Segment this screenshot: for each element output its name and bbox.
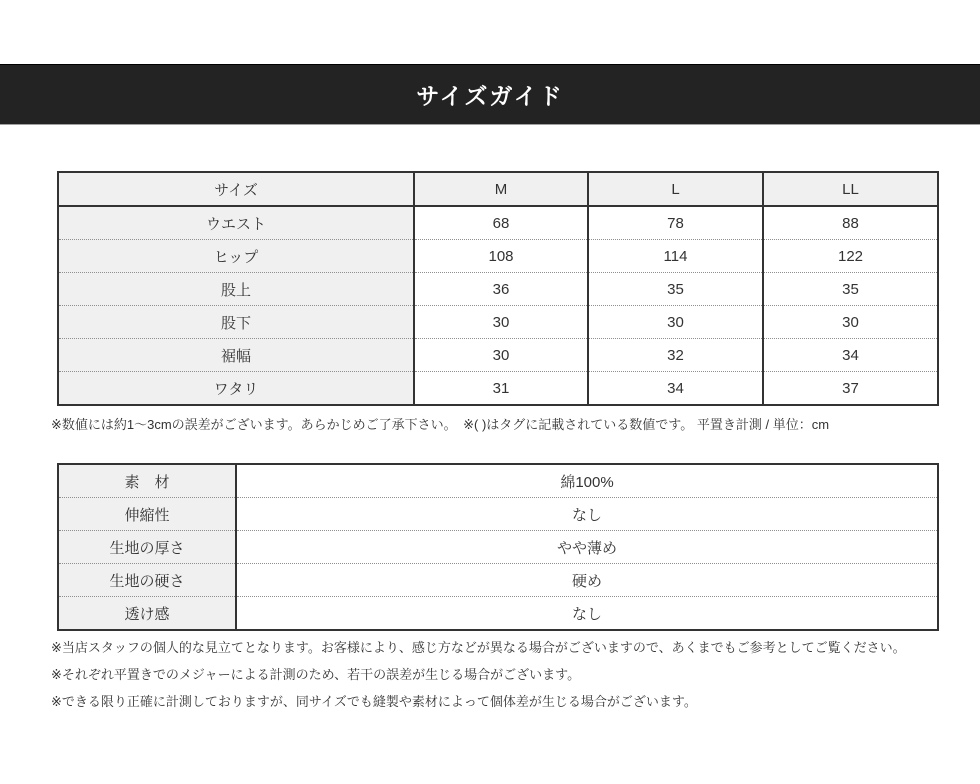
spec-row-value: 硬め	[236, 564, 938, 597]
page-title: サイズガイド	[416, 83, 564, 109]
row-label: 股上	[58, 273, 414, 306]
table-row-hip	[58, 240, 938, 273]
spec-row-value: なし	[236, 498, 938, 531]
cell-value: 68	[414, 206, 588, 240]
spec-row-stretch	[58, 498, 938, 531]
cell-value: 88	[763, 206, 938, 240]
row-label: ウエスト	[58, 206, 414, 240]
table-row-rise	[58, 273, 938, 306]
table-row-hem-width	[58, 339, 938, 372]
table-row-waist	[58, 206, 938, 240]
row-label: ヒップ	[58, 240, 414, 273]
cell-value: 34	[588, 372, 763, 406]
size-column-ll: LL	[763, 172, 938, 206]
table-row-thigh-width	[58, 372, 938, 406]
cell-value: 30	[414, 339, 588, 372]
measurement-note: ※数値には約1〜3cmの誤差がございます。あらかじめご了承下さい。 ※( )はタグに記載されている数値です。 平置き計測 / 単位：cm	[51, 417, 830, 432]
cell-value: 32	[588, 339, 763, 372]
cell-value: 34	[763, 339, 938, 372]
table-row-inseam	[58, 306, 938, 339]
cell-value: 35	[763, 273, 938, 306]
cell-value: 108	[414, 240, 588, 273]
cell-value: 78	[588, 206, 763, 240]
cell-value: 37	[763, 372, 938, 406]
cell-value: 36	[414, 273, 588, 306]
spec-row-sheerness	[58, 597, 938, 631]
spec-row-label: 生地の厚さ	[58, 531, 236, 564]
row-label: ワタリ	[58, 372, 414, 406]
size-guide-header-bar	[0, 64, 980, 125]
spec-row-value: やや薄め	[236, 531, 938, 564]
footer-notes	[51, 640, 937, 710]
row-label: 股下	[58, 306, 414, 339]
cell-value: 114	[588, 240, 763, 273]
cell-value: 30	[763, 306, 938, 339]
spec-table	[57, 463, 939, 631]
footer-note: ※できる限り正確に計測しておりますが、同サイズでも縫製や素材によって個体差が生じる場合がございます。	[51, 694, 697, 709]
cell-value: 35	[588, 273, 763, 306]
spec-row-label: 透け感	[58, 597, 236, 631]
size-table-corner-header: サイズ	[58, 172, 414, 206]
size-table-header-row	[58, 172, 938, 206]
spec-row-value: 綿100%	[236, 464, 938, 498]
spec-row-label: 伸縮性	[58, 498, 236, 531]
spec-row-fabric-thickness	[58, 531, 938, 564]
footer-note: ※それぞれ平置きでのメジャーによる計測のため、若干の誤差が生じる場合がございます。	[51, 667, 581, 682]
spec-row-fabric-stiffness	[58, 564, 938, 597]
spec-row-label: 素 材	[58, 464, 236, 498]
spec-row-material	[58, 464, 938, 498]
spec-row-value: なし	[236, 597, 938, 631]
cell-value: 30	[414, 306, 588, 339]
cell-value: 31	[414, 372, 588, 406]
size-column-l: L	[588, 172, 763, 206]
size-guide-content	[51, 171, 937, 721]
row-label: 裾幅	[58, 339, 414, 372]
footer-note: ※当店スタッフの個人的な見立てとなります。お客様により、感じ方などが異なる場合がございますので、あくまでもご参考としてご覧ください。	[51, 640, 906, 655]
cell-value: 122	[763, 240, 938, 273]
size-column-m: M	[414, 172, 588, 206]
cell-value: 30	[588, 306, 763, 339]
size-table	[57, 171, 939, 406]
spec-row-label: 生地の硬さ	[58, 564, 236, 597]
